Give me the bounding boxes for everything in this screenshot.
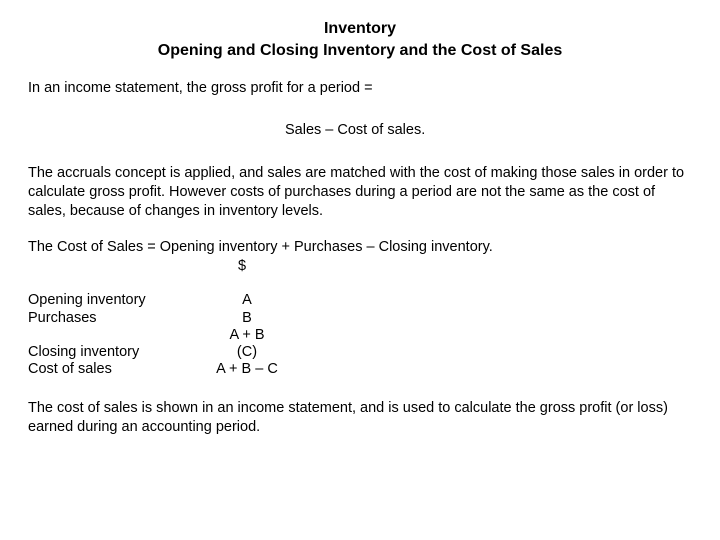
table-row-label: Cost of sales	[28, 361, 112, 377]
cost-of-sales-formula: The Cost of Sales = Opening inventory + Purchases – Closing inventory.	[28, 239, 493, 255]
table-row-value: A + B	[229, 327, 265, 343]
table-row-label: Purchases	[28, 310, 97, 326]
table-row-value: A	[242, 292, 252, 308]
accruals-paragraph: The accruals concept is applied, and sales are matched with the cost of making those sales in order to calculate gross profit. However costs of purchases during a period are not the same as the cost of sales, because of changes in inventory levels.	[28, 165, 685, 219]
slide-subheading: Opening and Closing Inventory and the Cost of Sales	[157, 42, 563, 59]
table-row-value: (C)	[236, 344, 258, 360]
intro-text: In an income statement, the gross profit for a period =	[28, 80, 373, 96]
table-row-value: A + B – C	[216, 361, 278, 377]
table-row-label: Closing inventory	[28, 344, 140, 360]
closing-paragraph: The cost of sales is shown in an income statement, and is used to calculate the gross profit (or loss) earned during an accounting period.	[28, 400, 668, 435]
gross-profit-formula: Sales – Cost of sales.	[285, 122, 426, 138]
table-row-value: B	[242, 310, 252, 326]
slide-heading: Inventory	[323, 20, 396, 37]
table-row-label: Opening inventory	[28, 292, 146, 308]
currency-header: $	[237, 258, 247, 274]
